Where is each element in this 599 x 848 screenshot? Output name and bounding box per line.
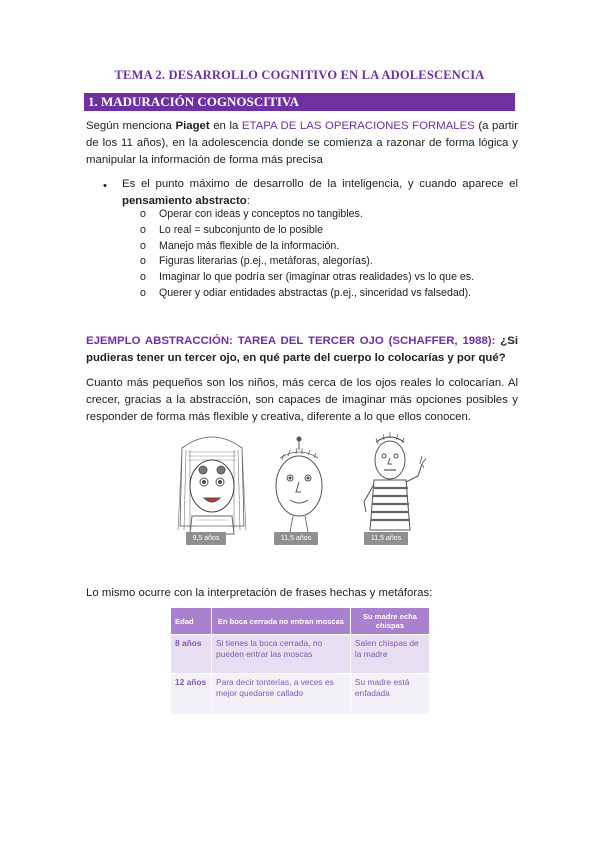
list-item xyxy=(140,254,520,270)
list-item xyxy=(140,239,520,255)
age-badge: 9,5 años xyxy=(186,532,226,545)
list-marker: o xyxy=(140,255,146,268)
example-label: EJEMPLO ABSTRACCIÓN: TAREA DEL TERCER OJO (SCHAFFER, 1988): xyxy=(86,335,496,347)
metaphor-intro-paragraph: Lo mismo ocurre con la interpretación de frases hechas y metáforas: xyxy=(86,587,433,599)
list-item-text: Imaginar lo que podría ser (imaginar otras realidades) vs lo que es. xyxy=(159,271,475,284)
drawing-boy-body-image xyxy=(356,430,426,542)
section-heading-bar xyxy=(84,93,515,111)
list-item xyxy=(140,270,520,286)
list-item-text: Querer y odiar entidades abstractas (p.ej., sinceridad vs falsedad). xyxy=(159,286,472,299)
list-item xyxy=(140,207,520,223)
bullet-main-text: Es el punto máximo de desarrollo de la inteligencia, y cuando aparece el xyxy=(122,178,518,190)
explanation-paragraph: Cuanto más pequeños son los niños, más cerca de los ojos reales lo colocarían. Al crecer, gracias a la abstracción, son capaces de imaginar más opciones posibles y responder de forma más flexible y creativa, diferente a lo que ellos conocen. xyxy=(86,377,518,423)
table-row xyxy=(171,635,430,674)
table-header-cell: Su madre echa chispas xyxy=(350,608,429,635)
list-item-text: Lo real = subconjunto de lo posible xyxy=(159,223,324,236)
list-item xyxy=(140,286,520,302)
third-eye-drawings xyxy=(168,430,430,550)
third-eye-example xyxy=(86,333,518,367)
bullet-text xyxy=(122,176,518,210)
table-header-row xyxy=(171,608,430,635)
table-cell: Salen chispas de la madre xyxy=(350,635,429,674)
drawing-boy-face-image xyxy=(268,436,330,536)
abstract-thinking-term: pensamiento abstracto xyxy=(122,195,247,207)
table-row xyxy=(171,674,430,715)
table-header-cell: Edad xyxy=(171,608,212,635)
intro-paragraph xyxy=(86,118,518,169)
document-title: TEMA 2. DESARROLLO COGNITIVO EN LA ADOLESCENCIA xyxy=(114,68,485,82)
table-cell: Para decir tonterías, a veces es mejor quedarse callado xyxy=(212,674,351,715)
table-cell: Si tienes la boca cerrada, no pueden entrar las moscas xyxy=(212,635,351,674)
list-item-text: Figuras literarias (p.ej., metáforas, alegorías). xyxy=(159,255,373,268)
list-marker: o xyxy=(140,271,146,284)
example-question: ¿Si pudieras tener un tercer ojo, en qué parte del cuerpo lo colocarías y por qué? xyxy=(86,335,518,364)
table-header-cell: En boca cerrada no entran moscas xyxy=(212,608,351,635)
list-marker: o xyxy=(140,223,146,236)
abstract-thinking-list xyxy=(140,207,520,302)
metaphor-table xyxy=(170,607,430,715)
bullet-colon: : xyxy=(246,195,250,207)
table-cell: 8 años xyxy=(171,635,212,674)
intro-text-3: (a partir de los 11 años), en la adolescencia donde se comienza a razonar de forma lógica y manipular la información de forma más precisa xyxy=(86,120,519,166)
formal-operations-stage: ETAPA DE LAS OPERACIONES FORMALES xyxy=(241,120,475,132)
list-marker: o xyxy=(140,239,146,252)
age-badge: 11,5 años xyxy=(364,532,408,545)
drawing-girl-image xyxy=(168,430,256,542)
list-marker: o xyxy=(140,286,146,299)
intro-text-1: Según menciona xyxy=(86,120,176,132)
intro-text-2: en la xyxy=(209,120,242,132)
bullet-marker: • xyxy=(103,180,107,192)
piaget-name: Piaget xyxy=(175,120,210,132)
list-item-text: Manejo más flexible de la información. xyxy=(159,239,340,252)
table-cell: Su madre está enfadada xyxy=(350,674,429,715)
list-item-text: Operar con ideas y conceptos no tangibles. xyxy=(159,208,363,220)
section-heading: 1. MADURACIÓN COGNOSCITIVA xyxy=(88,94,300,109)
list-marker: o xyxy=(140,208,146,220)
table-cell: 12 años xyxy=(171,674,212,715)
age-badge: 11,5 años xyxy=(274,532,318,545)
list-item xyxy=(140,223,520,239)
